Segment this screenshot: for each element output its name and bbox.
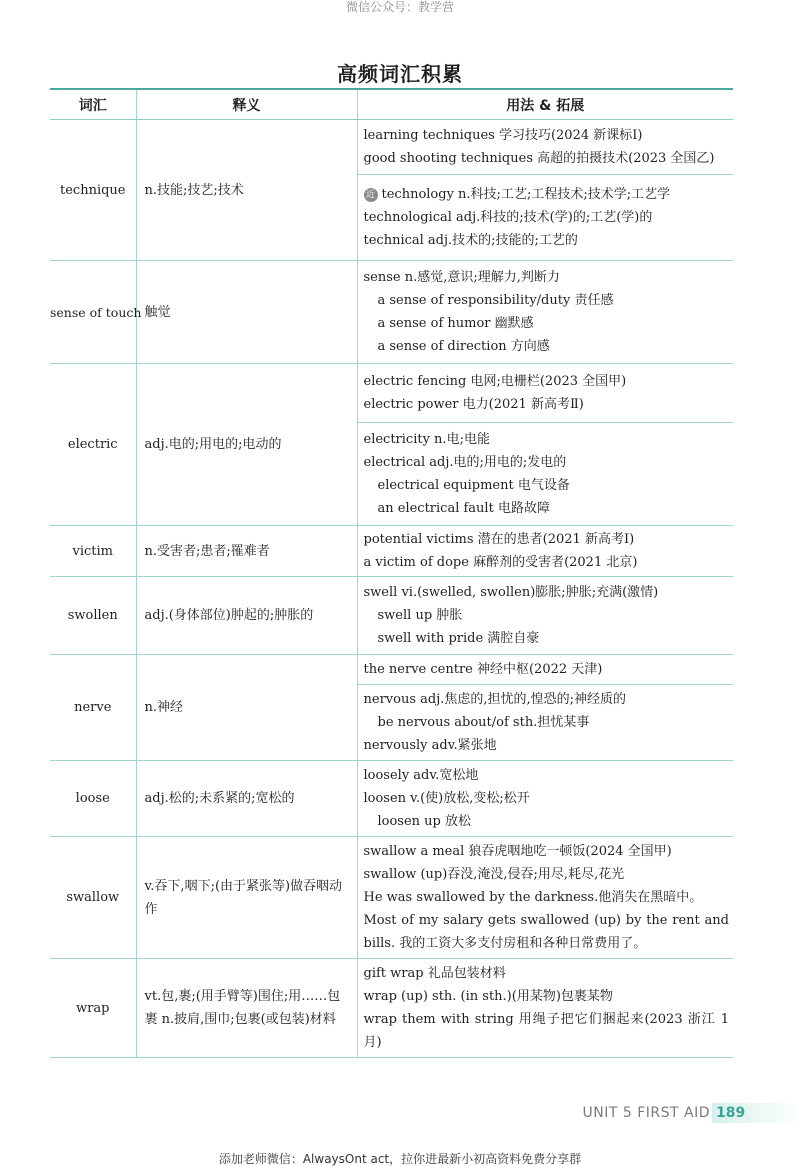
- usage-line: Most of my salary gets swallowed (up) by the rent and bills. 我的工资大多支付房租和各种日常费用了。: [363, 913, 729, 951]
- usage-line: a victim of dope 麻醉剂的受害者(2021 北京): [363, 555, 638, 570]
- usage-cell: [357, 526, 733, 577]
- usage-block: [358, 959, 734, 1057]
- usage-line: be nervous about/of sth.担忧某事: [377, 715, 590, 730]
- word-cell: nerve: [50, 655, 136, 761]
- vocab-table: [50, 88, 733, 1058]
- usage-line: swell vi.(swelled, swollen)膨胀;肿胀;充满(激情): [363, 585, 659, 600]
- usage-line: swallow (up)吞没,淹没,侵吞;用尽,耗尽,花光: [363, 867, 625, 882]
- usage-block: [358, 577, 734, 654]
- usage-line: swallow a meal 狼吞虎咽地吃一顿饭(2024 全国甲): [363, 844, 672, 859]
- meaning-cell: v.吞下,咽下;(由于紧张等)做吞咽动作: [136, 837, 357, 959]
- table-row: [50, 364, 733, 526]
- usage-line: gift wrap 礼品包装材料: [363, 966, 506, 981]
- table-row: [50, 761, 733, 837]
- word-cell: victim: [50, 526, 136, 577]
- usage-block: [358, 684, 734, 760]
- usage-cell: [357, 761, 733, 837]
- usage-line: electrical adj.电的;用电的;发电的: [363, 455, 567, 470]
- header-meaning: 释义: [136, 89, 357, 120]
- usage-line: sense n.感觉,意识;理解力,判断力: [363, 270, 560, 285]
- meaning-cell: adj.(身体部位)肿起的;肿胀的: [136, 577, 357, 655]
- usage-line: loosely adv.宽松地: [363, 768, 479, 783]
- usage-line: electrical equipment 电气设备: [377, 478, 570, 493]
- table-header-row: [50, 89, 733, 120]
- usage-line: nervous adj.焦虑的,担忧的,惶恐的;神经质的: [363, 692, 627, 707]
- word-cell: wrap: [50, 959, 136, 1058]
- meaning-cell: adj.松的;未系紧的;宽松的: [136, 761, 357, 837]
- usage-line: a sense of direction 方向感: [377, 339, 550, 354]
- usage-block: [358, 422, 734, 525]
- word-cell: electric: [50, 364, 136, 526]
- usage-cell: [357, 120, 733, 261]
- meaning-cell: n.受害者;患者;罹难者: [136, 526, 357, 577]
- usage-line: good shooting techniques 高超的拍摄技术(2023 全国乙): [363, 151, 715, 166]
- usage-block: [358, 120, 734, 174]
- usage-line: technological adj.科技的;技术(学)的;工艺(学)的: [363, 210, 653, 225]
- usage-line: wrap (up) sth. (in sth.)(用某物)包裹某物: [363, 989, 613, 1004]
- usage-line: the nerve centre 神经中枢(2022 天津): [363, 662, 603, 677]
- usage-cell: [357, 959, 733, 1058]
- usage-block: [358, 364, 734, 422]
- word-cell: swollen: [50, 577, 136, 655]
- usage-line: an electrical fault 电路故障: [377, 501, 550, 516]
- header-usage: 用法 & 拓展: [357, 89, 733, 120]
- table-row: [50, 959, 733, 1058]
- usage-line: He was swallowed by the darkness.他消失在黑暗中。: [363, 890, 703, 905]
- word-cell: loose: [50, 761, 136, 837]
- usage-line: a sense of responsibility/duty 责任感: [377, 293, 614, 308]
- meaning-cell: n.神经: [136, 655, 357, 761]
- page-footer: [0, 1101, 800, 1123]
- usage-line: swell with pride 满腔自豪: [377, 631, 540, 646]
- usage-cell: [357, 837, 733, 959]
- usage-line: [364, 183, 734, 206]
- usage-line: nervously adv.紧张地: [363, 738, 497, 753]
- table-row: [50, 120, 733, 261]
- footer-unit-label: UNIT 5 FIRST AID: [582, 1105, 710, 1121]
- usage-line: wrap them with string 用绳子把它们捆起来(2023 浙江 1月): [363, 1012, 729, 1050]
- usage-line: technical adj.技术的;技能的;工艺的: [363, 233, 578, 248]
- usage-block: [358, 261, 734, 363]
- usage-line: learning techniques 学习技巧(2024 新课标Ⅰ): [363, 128, 643, 143]
- page-title: 高频词汇积累: [337, 62, 463, 86]
- page-number: 189: [716, 1105, 746, 1121]
- table-row: [50, 261, 733, 364]
- table-row: [50, 526, 733, 577]
- usage-block: [358, 761, 734, 836]
- usage-cell: [357, 261, 733, 364]
- usage-line: loosen v.(使)放松,变松;松开: [363, 791, 530, 806]
- meaning-cell: adj.电的;用电的;电动的: [136, 364, 357, 526]
- table-row: [50, 577, 733, 655]
- watermark-bottom: 添加老师微信：AlwaysOnt act，拉你进最新小初高资料免费分享群: [218, 1152, 582, 1166]
- usage-cell: [357, 655, 733, 761]
- word-cell: technique: [50, 120, 136, 261]
- header-word: 词汇: [50, 89, 136, 120]
- usage-line: electric fencing 电网;电栅栏(2023 全国甲): [363, 374, 627, 389]
- meaning-cell: n.技能;技艺;技术: [136, 120, 357, 261]
- usage-line: loosen up 放松: [377, 814, 472, 829]
- usage-block: [358, 837, 734, 958]
- meaning-cell: 触觉: [136, 261, 357, 364]
- usage-line: swell up 肿胀: [377, 608, 463, 623]
- table-row: [50, 655, 733, 761]
- usage-text: technology n.科技;工艺;工程技术;技术学;工艺学: [381, 187, 671, 202]
- usage-cell: [357, 364, 733, 526]
- word-cell: swallow: [50, 837, 136, 959]
- meaning-cell: vt.包,裹;(用手臂等)围住;用……包裹 n.披肩,围巾;包裹(或包装)材料: [136, 959, 357, 1058]
- usage-block: [358, 526, 734, 576]
- watermark-top: 微信公众号：教学营: [345, 0, 454, 14]
- usage-block: [358, 174, 734, 260]
- table-row: [50, 837, 733, 959]
- usage-line: electricity n.电;电能: [363, 432, 490, 447]
- synonym-badge-icon: 近: [364, 188, 378, 202]
- usage-cell: [357, 577, 733, 655]
- usage-block: [358, 655, 734, 684]
- usage-line: electric power 电力(2021 新高考Ⅱ): [363, 397, 584, 412]
- usage-line: potential victims 潜在的患者(2021 新高考Ⅰ): [363, 532, 635, 547]
- word-cell: sense of touch: [50, 261, 136, 364]
- usage-line: a sense of humor 幽默感: [377, 316, 534, 331]
